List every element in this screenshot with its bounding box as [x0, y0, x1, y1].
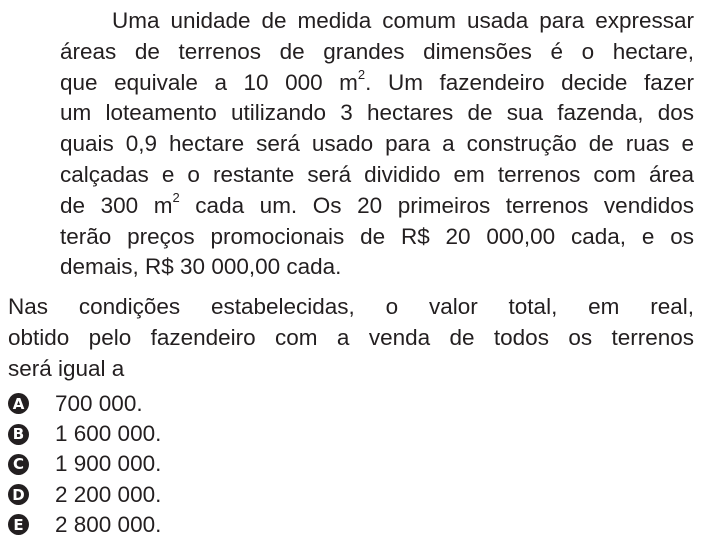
option-text: 2 200 000. [55, 481, 162, 507]
statement-line: terão preços promocionais de R$ 20 000,00 cada, e os [60, 223, 694, 249]
statement-text: . Um fazendeiro decide fazer [365, 69, 694, 95]
statement-text: que equivale a 10 000 m [60, 69, 358, 95]
prompt-line: será igual a [8, 355, 125, 381]
answer-option-b[interactable] [8, 419, 694, 449]
statement-text: cada um. Os 20 primeiros terrenos vendidos [179, 192, 694, 218]
answer-option-d[interactable] [8, 479, 694, 509]
question-prompt-paragraph [8, 292, 694, 384]
answer-option-a[interactable] [8, 389, 694, 419]
statement-line: um loteamento utilizando 3 hectares de sua fazenda, dos [60, 100, 694, 126]
option-letter-badge: C [8, 454, 29, 475]
answer-option-e[interactable] [8, 510, 694, 540]
question-document [8, 6, 694, 540]
answer-options-list [8, 389, 694, 540]
option-letter-badge: B [8, 424, 29, 445]
statement-line: Uma unidade de medida comum usada para expressar [112, 8, 694, 33]
statement-text: de 300 m [60, 192, 173, 218]
option-text: 1 600 000. [55, 421, 162, 446]
question-statement-paragraph [8, 6, 694, 283]
statement-line [8, 191, 694, 222]
superscript-exponent: 2 [357, 67, 366, 83]
option-text: 700 000. [55, 390, 143, 416]
statement-line: quais 0,9 hectare será usado para a construção de ruas e [60, 131, 694, 157]
option-letter-badge: D [8, 484, 29, 505]
option-letter-badge: A [8, 393, 29, 414]
option-text: 2 800 000. [55, 511, 162, 537]
option-letter-badge: E [8, 514, 29, 535]
superscript-exponent: 2 [172, 190, 180, 206]
prompt-line: Nas condições estabelecidas, o valor total, em real, [8, 294, 694, 320]
option-text: 1 900 000. [55, 451, 162, 477]
statement-line: calçadas e o restante será dividido em terrenos com área [60, 161, 694, 187]
statement-line: demais, R$ 30 000,00 cada. [60, 254, 342, 280]
statement-line [8, 68, 694, 99]
answer-option-c[interactable] [8, 449, 694, 479]
prompt-line: obtido pelo fazendeiro com a venda de todos os terrenos [8, 324, 694, 350]
statement-line: áreas de terrenos de grandes dimensões é o hectare, [60, 38, 694, 64]
